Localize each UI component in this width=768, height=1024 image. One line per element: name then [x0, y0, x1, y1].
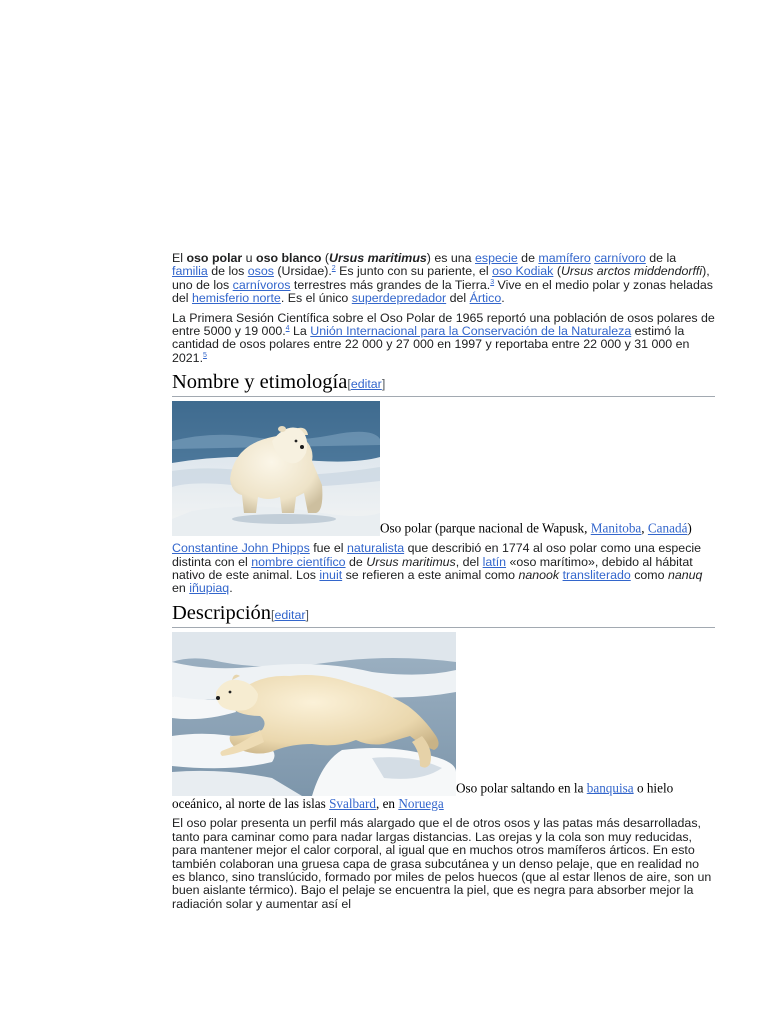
reference-3[interactable]: 3: [490, 278, 495, 286]
link-noruega[interactable]: Noruega: [398, 795, 444, 811]
link-inupiaq[interactable]: iñupiaq: [189, 581, 230, 596]
link-manitoba[interactable]: Manitoba: [590, 520, 642, 536]
link-uicn[interactable]: Unión Internacional para la Conservación de la Naturaleza: [310, 324, 632, 339]
edit-section-link-wrapper: [editar]: [347, 377, 386, 392]
link-superdepredador[interactable]: superdepredador: [351, 291, 447, 306]
link-osos[interactable]: osos: [247, 264, 274, 279]
link-familia[interactable]: familia: [172, 264, 208, 279]
link-canada[interactable]: Canadá: [647, 520, 688, 536]
article-body: [172, 252, 715, 917]
link-svalbard[interactable]: Svalbard: [329, 795, 376, 811]
edit-section-link-wrapper: [editar]: [271, 607, 309, 622]
section-heading-descripcion: Descripción[editar]: [172, 602, 715, 628]
link-transliterado[interactable]: transliterado: [562, 568, 631, 583]
edit-section-link[interactable]: editar: [274, 607, 306, 622]
link-constantine-phipps[interactable]: Constantine John Phipps: [172, 541, 310, 556]
figure-caption-svalbard: Oso polar saltando en la banquisa o hielo oceánico, al norte de las islas Svalbard, en Noruega: [172, 780, 674, 811]
figure-polar-bear-wapusk: [172, 401, 715, 536]
etymology-paragraph: Constantine John Phipps fue el naturalista que describió en 1774 al oso polar como una especie distinta con el nombre científico de Ursus maritimus, del latín «oso marítimo», debido al hábitat nativo de este animal. Los inuit se refieren a este animal como nanook transliterado como nanuq en iñupiaq.: [172, 541, 703, 596]
edit-section-link[interactable]: editar: [350, 377, 382, 392]
intro-paragraph-1: El oso polar u oso blanco (Ursus maritimus) es una especie de mamífero carnívoro de la familia de los osos (Ursidae).$^2$ Es junto con su pariente, el oso Kodiak (Ursus arctos middendorffi), uno de los carnívoros terrestres más grandes de la Tierra.$^3$ Vive en el medio polar y zonas heladas del hemisferio norte. Es el único superdepredador del Ártico.: [172, 251, 713, 306]
description-paragraph: El oso polar presenta un perfil más alargado que el de otros osos y las patas más desarrolladas, tanto para caminar como para nadar largas distancias. Las orejas y la cola son muy reducidas, para mantener mejor el calor corporal, al igual que en muchos otros mamíferos árticos. En esto también colaboran una gruesa capa de grasa subcutánea y un denso pelaje, que en realidad no es blanco, sino translúcido, formado por miles de pelos huecos (que al estar llenos de aire, son un buen aislante térmico). Bajo el pelaje se encuentra la piel, que es negra para absorber mejor la radiación solar y aumentar así el: [172, 816, 712, 911]
link-especie[interactable]: especie: [475, 251, 518, 265]
reference-5[interactable]: 5: [203, 351, 207, 359]
link-latin[interactable]: latín: [482, 554, 507, 569]
term-oso-blanco: oso blanco: [256, 251, 322, 265]
link-inuit[interactable]: inuit: [319, 568, 343, 583]
link-naturalista[interactable]: naturalista: [346, 541, 405, 556]
intro-paragraph-2: La Primera Sesión Científica sobre el Oso Polar de 1965 reportó una población de osos polares de entre 5000 y 19 000.$^4$ La Unión Internacional para la Conservación de la Naturaleza estimó la cantidad de osos polares entre 22 000 y 27 000 en 1997 y reportaba entre 22 000 y 31 000 en 2021.$^5$: [172, 310, 715, 365]
section-heading-nombre: Nombre y etimología[editar]: [172, 371, 715, 397]
scientific-name: Ursus maritimus: [329, 251, 427, 265]
link-hemisferio-norte[interactable]: hemisferio norte: [191, 291, 281, 306]
link-nombre-cientifico[interactable]: nombre científico: [251, 554, 346, 569]
link-carnivoro[interactable]: carnívoro: [594, 251, 646, 265]
link-mamifero[interactable]: mamífero: [538, 251, 591, 265]
polar-bear-photo-standing[interactable]: [172, 401, 380, 536]
link-banquisa[interactable]: banquisa: [586, 780, 634, 796]
link-artico[interactable]: Ártico: [469, 291, 502, 306]
link-carnivoros[interactable]: carnívoros: [232, 277, 291, 292]
reference-2[interactable]: 2: [331, 265, 336, 273]
link-oso-kodiak[interactable]: oso Kodiak: [492, 264, 554, 279]
term-oso-polar: oso polar: [186, 251, 243, 265]
reference-4[interactable]: 4: [285, 325, 290, 333]
figure-polar-bear-svalbard: [172, 632, 715, 811]
figure-caption-wapusk: Oso polar (parque nacional de Wapusk, Manitoba, Canadá): [380, 520, 692, 536]
polar-bear-photo-jumping[interactable]: [172, 632, 456, 796]
